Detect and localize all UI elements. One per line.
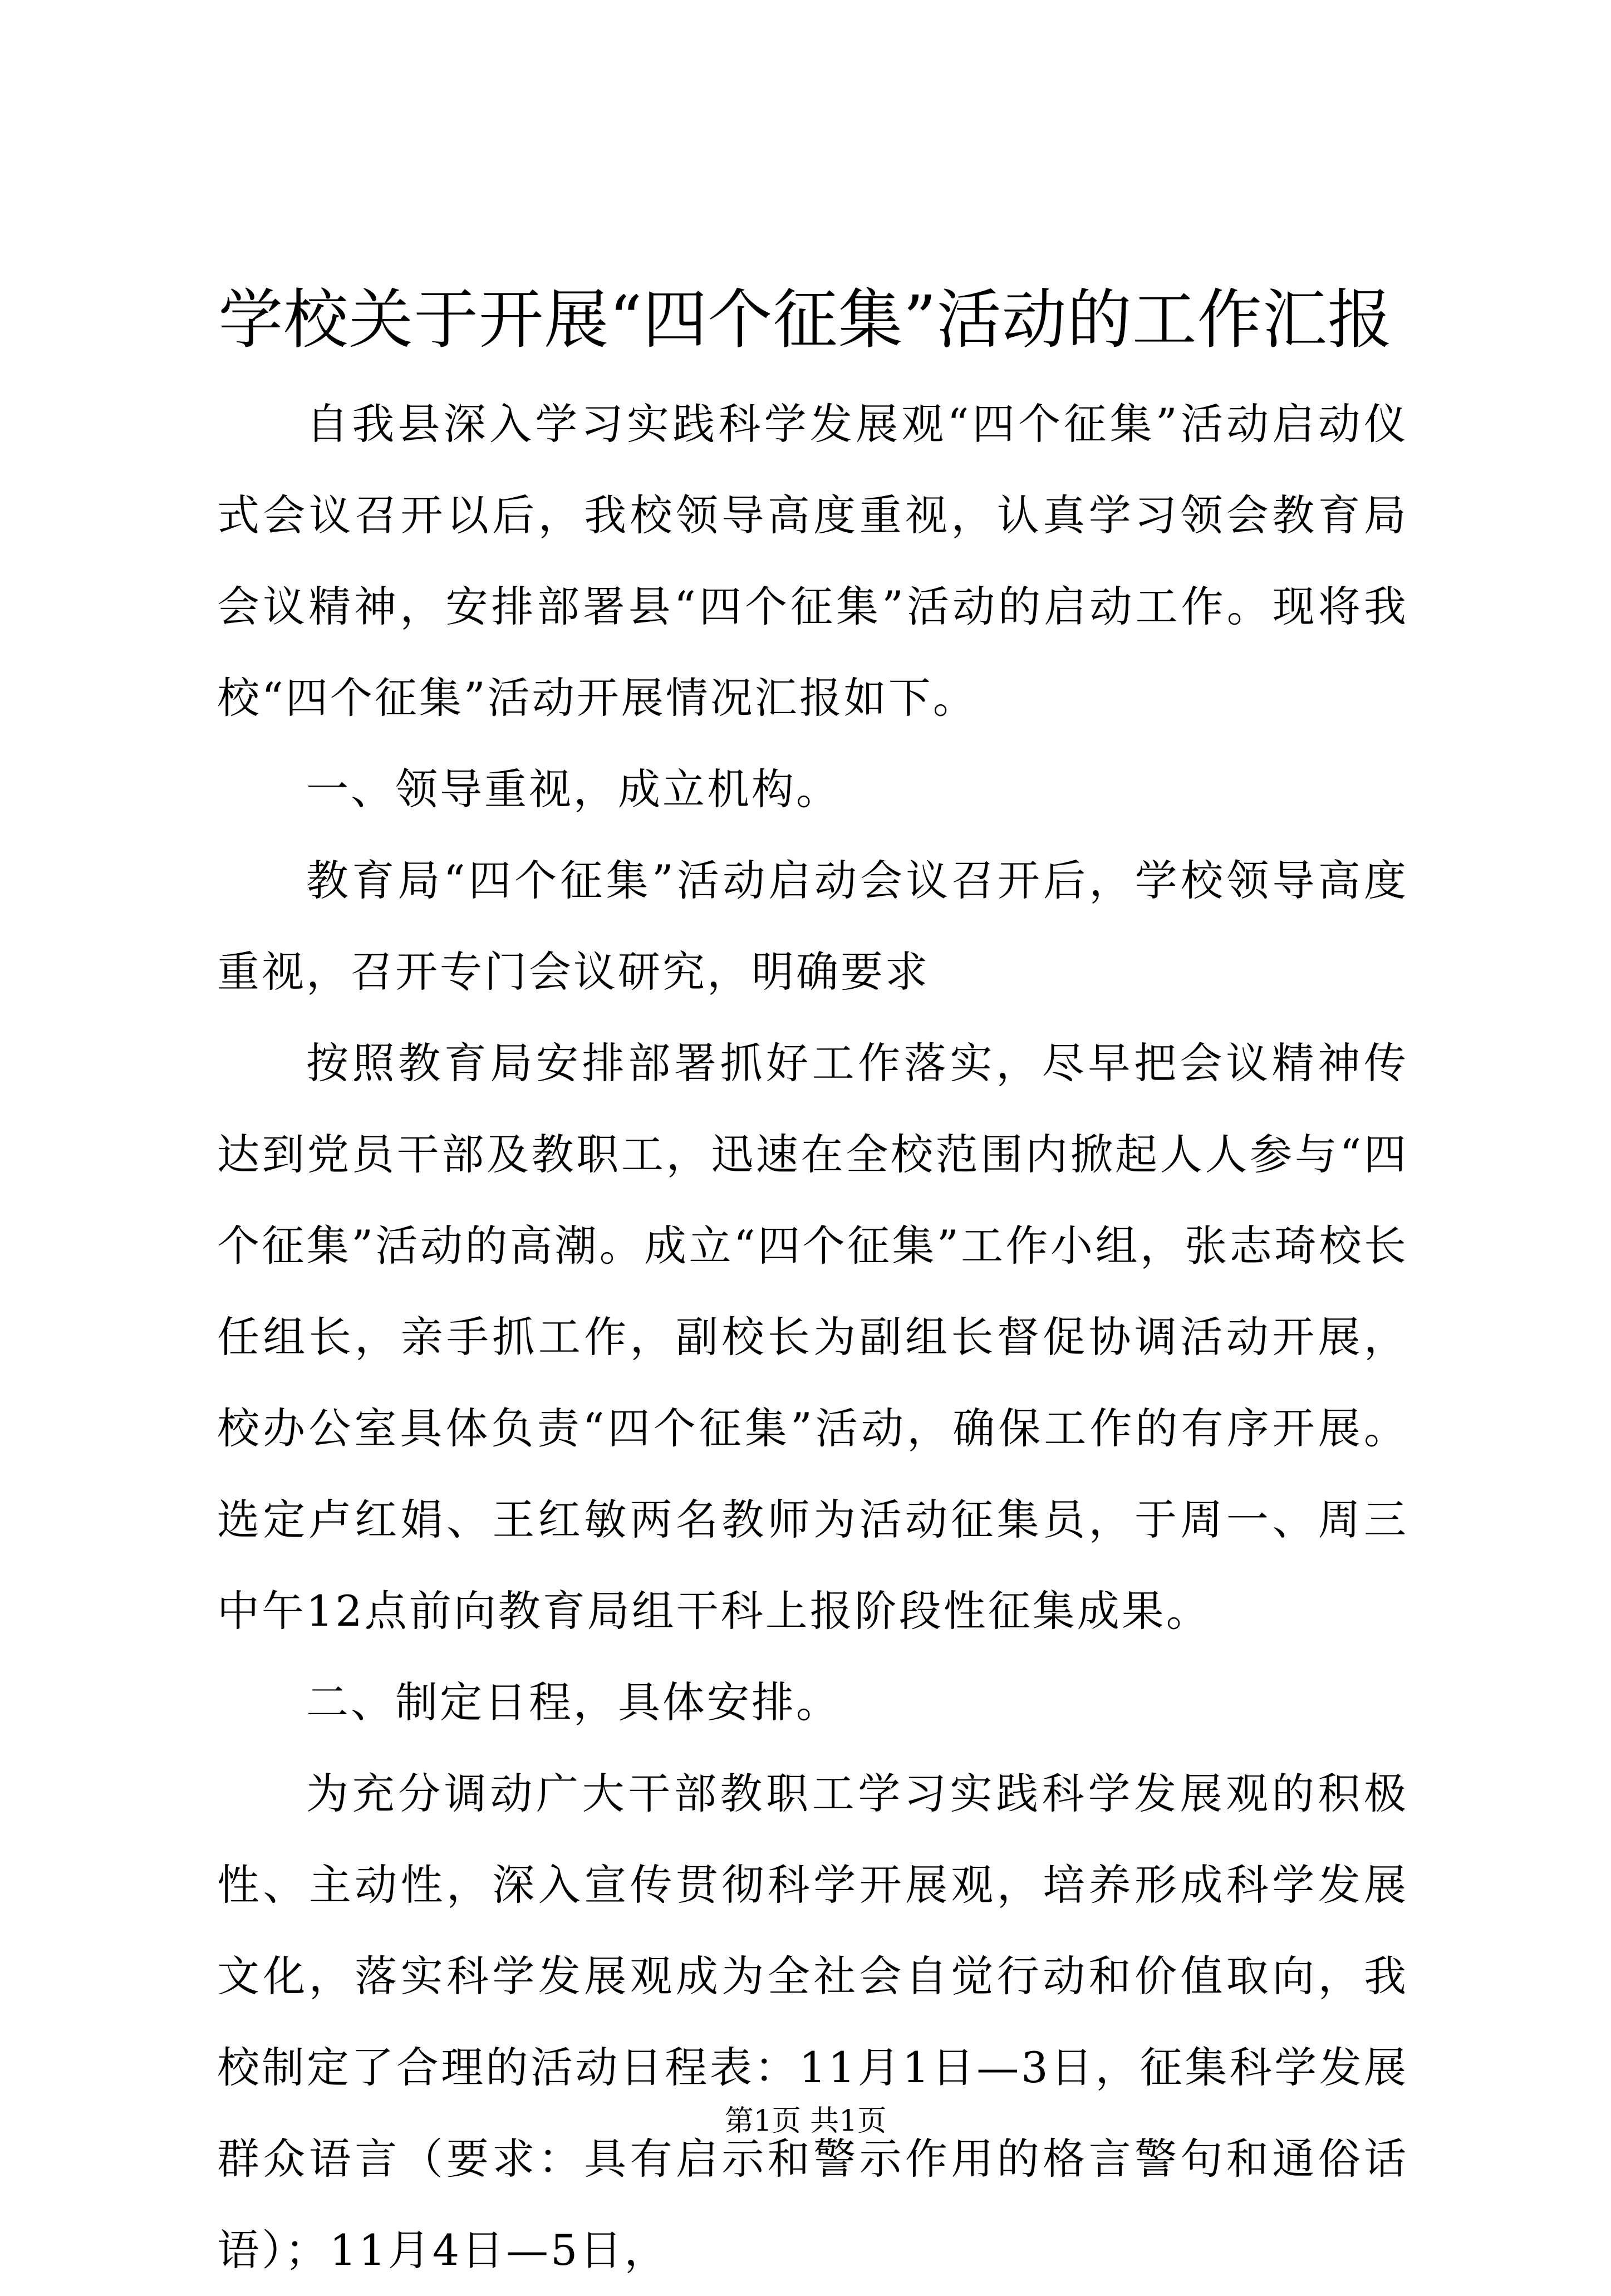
paragraph-section-1b: 按照教育局安排部署抓好工作落实，尽早把会议精神传达到党员干部及教职工，迅速在全校范围内掀起人人参与“四个征集”活动的高潮。成立“四个征集”工作小组，张志琦校长任组长，亲手抓工作，副校长为副组长督促协调活动开展，校办公室具体负责“四个征集”活动，确保工作的有序开展。选定卢红娟、王红敏两名教师为活动征集员，于周一、周三中午12点前向教育局组干科上报阶段性征集成果。 <box>217 1038 1408 1636</box>
paragraph-section-1a: 教育局“四个征集”活动启动会议召开后，学校领导高度重视，召开专门会议研究，明确要求 <box>217 856 1408 997</box>
paragraph-intro: 自我县深入学习实践科学发展观“四个征集”活动启动仪式会议召开以后，我校领导高度重视，认真学习领会教育局会议精神，安排部署县“四个征集”活动的启动工作。现将我校“四个征集”活动开展情况汇报如下。 <box>217 399 1408 723</box>
document-body <box>217 379 1408 2296</box>
section-heading-2: 二、制定日程，具体安排。 <box>306 1677 841 1727</box>
section-heading-1: 一、领导重视，成立机构。 <box>306 764 841 814</box>
page-footer: 第1页 共1页 <box>724 2104 887 2138</box>
document-title: 学校关于开展“四个征集”活动的工作汇报 <box>218 282 1393 357</box>
paragraph-section-2: 为充分调动广大干部教职工学习实践科学发展观的积极性、主动性，深入宣传贯彻科学开展观，培养形成科学发展文化，落实科学发展观成为全社会自觉行动和价值取向，我校制定了合理的活动日程表：11月1日—3日，征集科学发展群众语言（要求：具有启示和警示作用的格言警句和通俗话语）；11月4日—5日， <box>217 1769 1408 2275</box>
